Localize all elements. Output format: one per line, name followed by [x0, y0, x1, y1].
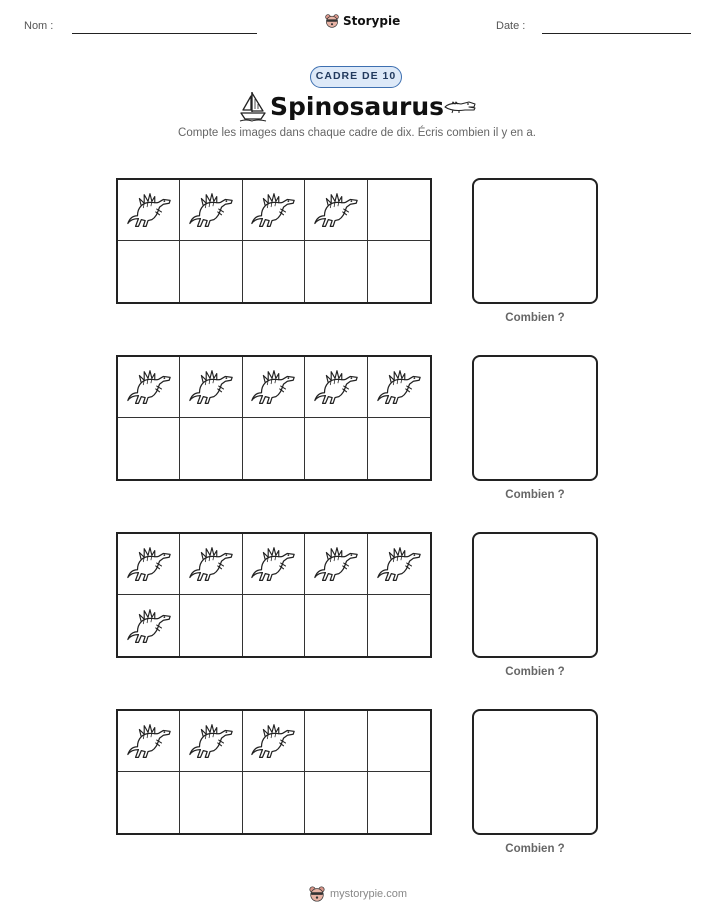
- date-label: Date :: [496, 20, 526, 32]
- spinosaurus-icon: [187, 190, 235, 230]
- ten-frame-1: [116, 178, 432, 304]
- footer: [308, 885, 407, 903]
- frame-cell: [243, 357, 305, 418]
- spinosaurus-icon: [125, 721, 173, 761]
- answer-question: Combien ?: [505, 312, 565, 324]
- spinosaurus-icon: [125, 190, 173, 230]
- footer-url[interactable]: mystorypie.com: [330, 888, 408, 900]
- frame-cell: [368, 418, 430, 479]
- frame-cell: [305, 711, 367, 772]
- frame-cell: [180, 595, 242, 656]
- brand-logo: [324, 13, 400, 29]
- bear-mascot-icon: [324, 13, 340, 29]
- bear-mascot-icon: [308, 885, 326, 903]
- frame-cell: [180, 772, 242, 833]
- date-line[interactable]: [542, 33, 691, 34]
- spinosaurus-icon: [187, 544, 235, 584]
- spinosaurus-icon: [249, 721, 297, 761]
- frame-cell: [243, 418, 305, 479]
- frame-cell: [118, 357, 180, 418]
- spinosaurus-icon: [125, 367, 173, 407]
- frame-cell: [368, 595, 430, 656]
- frame-cell: [243, 241, 305, 302]
- frame-cell: [305, 180, 367, 241]
- answer-box-4[interactable]: [472, 709, 598, 835]
- spinosaurus-icon: [187, 721, 235, 761]
- spinosaurus-icon: [312, 190, 360, 230]
- frame-cell: [118, 711, 180, 772]
- spinosaurus-icon: [125, 606, 173, 646]
- frame-cell: [243, 711, 305, 772]
- frame-cell: [118, 241, 180, 302]
- spinosaurus-icon: [375, 544, 423, 584]
- frame-cell: [368, 241, 430, 302]
- frame-cell: [368, 772, 430, 833]
- frame-cell: [305, 241, 367, 302]
- frame-cell: [243, 772, 305, 833]
- frame-cell: [368, 534, 430, 595]
- spinosaurus-icon: [249, 544, 297, 584]
- answer-question: Combien ?: [505, 843, 565, 855]
- brand-name: Storypie: [343, 14, 401, 28]
- frame-cell: [180, 357, 242, 418]
- instructions: Compte les images dans chaque cadre de dix. Écris combien il y en a.: [178, 127, 536, 139]
- answer-box-2[interactable]: [472, 355, 598, 481]
- frame-cell: [180, 241, 242, 302]
- spinosaurus-icon: [125, 544, 173, 584]
- spinosaurus-icon: [312, 367, 360, 407]
- frame-cell: [180, 534, 242, 595]
- frame-cell: [118, 180, 180, 241]
- name-label: Nom :: [24, 20, 54, 32]
- answer-box-3[interactable]: [472, 532, 598, 658]
- frame-cell: [305, 595, 367, 656]
- ten-frame-4: [116, 709, 432, 835]
- frame-cell: [243, 180, 305, 241]
- frame-cell: [180, 180, 242, 241]
- crocodile-icon: [443, 98, 477, 114]
- frame-cell: [305, 534, 367, 595]
- answer-box-1[interactable]: [472, 178, 598, 304]
- frame-cell: [118, 595, 180, 656]
- answer-question: Combien ?: [505, 666, 565, 678]
- frame-cell: [243, 595, 305, 656]
- frame-cell: [243, 534, 305, 595]
- frame-cell: [368, 180, 430, 241]
- frame-cell: [118, 772, 180, 833]
- frame-cell: [368, 357, 430, 418]
- frame-cell: [118, 534, 180, 595]
- spinosaurus-icon: [249, 190, 297, 230]
- topic-tag: CADRE DE 10: [310, 66, 402, 88]
- spinosaurus-icon: [249, 367, 297, 407]
- frame-cell: [180, 418, 242, 479]
- frame-cell: [368, 711, 430, 772]
- ten-frame-2: [116, 355, 432, 481]
- frame-cell: [305, 418, 367, 479]
- spinosaurus-icon: [312, 544, 360, 584]
- spinosaurus-icon: [187, 367, 235, 407]
- frame-cell: [180, 711, 242, 772]
- frame-cell: [305, 357, 367, 418]
- frame-cell: [118, 418, 180, 479]
- page-title: Spinosaurus: [270, 92, 444, 121]
- frame-cell: [305, 772, 367, 833]
- name-line[interactable]: [72, 33, 257, 34]
- spinosaurus-icon: [375, 367, 423, 407]
- answer-question: Combien ?: [505, 489, 565, 501]
- title-row: [0, 90, 714, 126]
- ten-frame-3: [116, 532, 432, 658]
